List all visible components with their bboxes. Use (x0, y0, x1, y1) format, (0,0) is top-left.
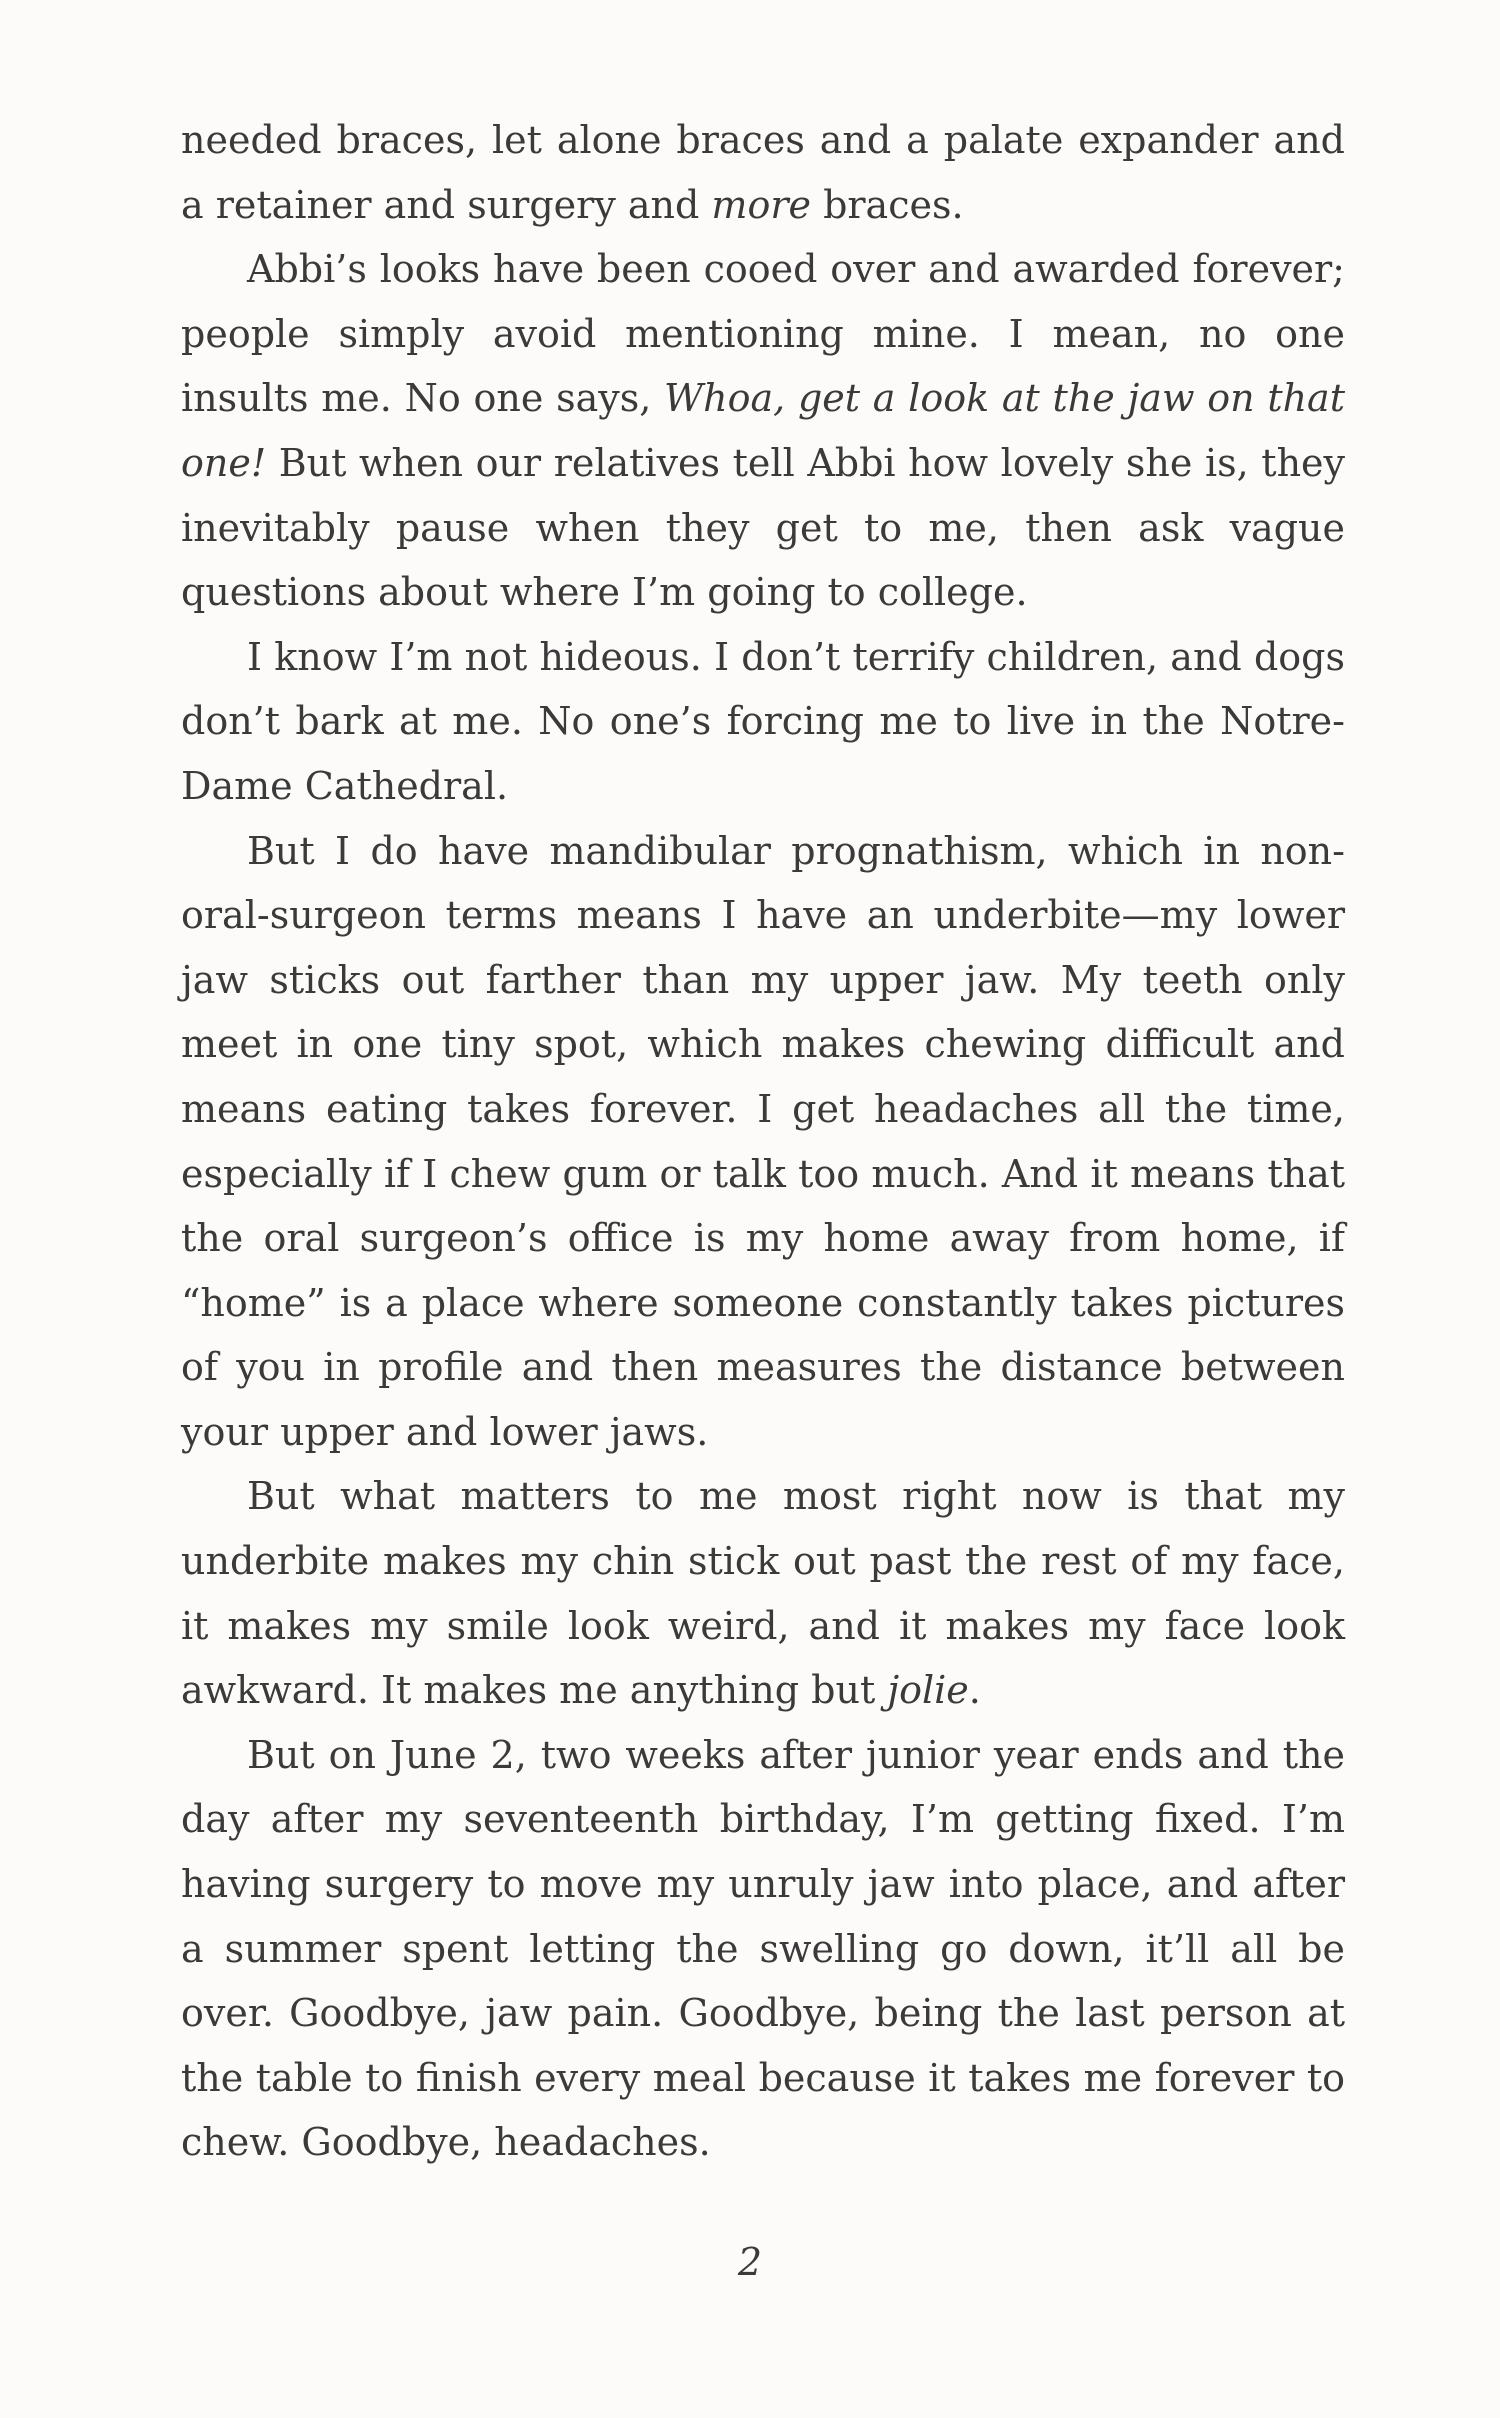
paragraph-4 (181, 819, 1345, 1465)
paragraph-2 (181, 237, 1345, 625)
text-run: . (968, 1668, 981, 1713)
page-number: 2 (737, 2240, 763, 2284)
paragraph-5 (181, 1464, 1345, 1722)
italic-text: more (711, 182, 811, 227)
text-run: But when our relatives tell Abbi how lovely she is, they inevitably pause when they get to me, then ask vague questions about where I’m going to college. (181, 440, 1345, 615)
body-text (181, 108, 1345, 2175)
paragraph-3 (181, 625, 1345, 819)
text-run: braces. (810, 182, 964, 227)
text-run: But what matters to me most right now is that my underbite makes my chin stick out past the rest of my face, it makes my smile look weird, and it makes my face look awkward. It makes me anything but (181, 1474, 1345, 1713)
paragraph-6 (181, 1723, 1345, 2175)
text-run: needed braces, let alone braces and a palate expander and a retainer and surgery and (181, 118, 1345, 227)
text-run: But on June 2, two weeks after junior year ends and the day after my seventeenth birthday, I’m getting fixed. I’m having surgery to move my unruly jaw into place, and after a summer spent letting the swelling go down, it’ll all be over. Goodbye, jaw pain. Goodbye, being the last person at the table to finish every meal because it takes me forever to chew. Goodbye, headaches. (181, 1732, 1345, 2165)
text-run: But I do have mandibular prognathism, which in non-oral-surgeon terms means I have an underbite—my lower jaw sticks out farther than my upper jaw. My teeth only meet in one tiny spot, which makes chewing difficult and means eating takes forever. I get headaches all the time, especially if I chew gum or talk too much. And it means that the oral surgeon’s office is my home away from home, if “home” is a place where someone constantly takes pictures of you in profile and then measures the distance between your upper and lower jaws. (181, 828, 1345, 1454)
text-run: Abbi’s looks have been cooed over and awarded forever; people simply avoid mentioning mine. I mean, no one insults me. No one says, (181, 247, 1345, 421)
text-run: I know I’m not hideous. I don’t terrify children, and dogs don’t bark at me. No one’s forcing me to live in the Notre-Dame Cathedral. (181, 634, 1345, 808)
italic-text: jolie (887, 1668, 969, 1713)
italic-text: Whoa, get a look at the jaw on that one! (181, 376, 1345, 485)
paragraph-1 (181, 108, 1345, 237)
